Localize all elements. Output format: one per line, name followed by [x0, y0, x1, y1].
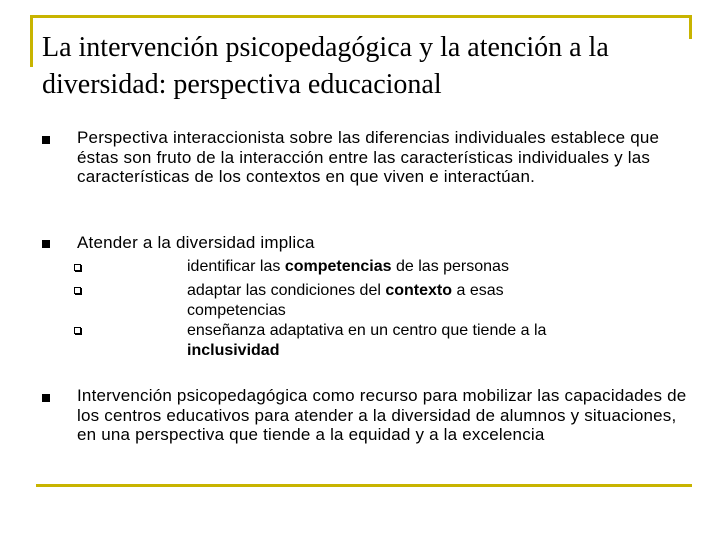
bullet-text-2: Atender a la diversidad implica — [77, 233, 315, 252]
square-bullet-icon — [42, 240, 50, 248]
sub-item-3: enseñanza adaptativa en un centro que tiende a la inclusividad — [187, 322, 547, 359]
bullet-text-3: Intervención psicopedagógica como recurso para mobilizar las capacidades de los centros educativos para atender a la diversidad de alumnos y situaciones, en una perspectiva que tiende a la equidad y a la excelencia — [77, 386, 687, 444]
slide-title: La intervención psicopedagógica y la atención a la diversidad: perspectiva educacional — [42, 32, 609, 100]
bottom-rule — [36, 484, 692, 487]
hollow-square-bullet-icon — [74, 327, 81, 334]
bullet-text-1: Perspectiva interaccionista sobre las diferencias individuales establece que éstas son fruto de la interacción entre las características individuales y las características de los contextos en que viven e interactúan. — [77, 128, 660, 186]
sub-item-1: identificar las competencias de las personas — [187, 258, 509, 275]
square-bullet-icon — [42, 394, 50, 402]
title-frame-top-line — [30, 15, 692, 18]
title-frame-left-line — [30, 15, 33, 67]
hollow-square-bullet-icon — [74, 287, 81, 294]
sub-item-2: adaptar las condiciones del contexto a esas competencias — [187, 282, 504, 319]
hollow-square-bullet-icon — [74, 264, 81, 271]
square-bullet-icon — [42, 136, 50, 144]
title-frame-right-line — [689, 15, 692, 39]
